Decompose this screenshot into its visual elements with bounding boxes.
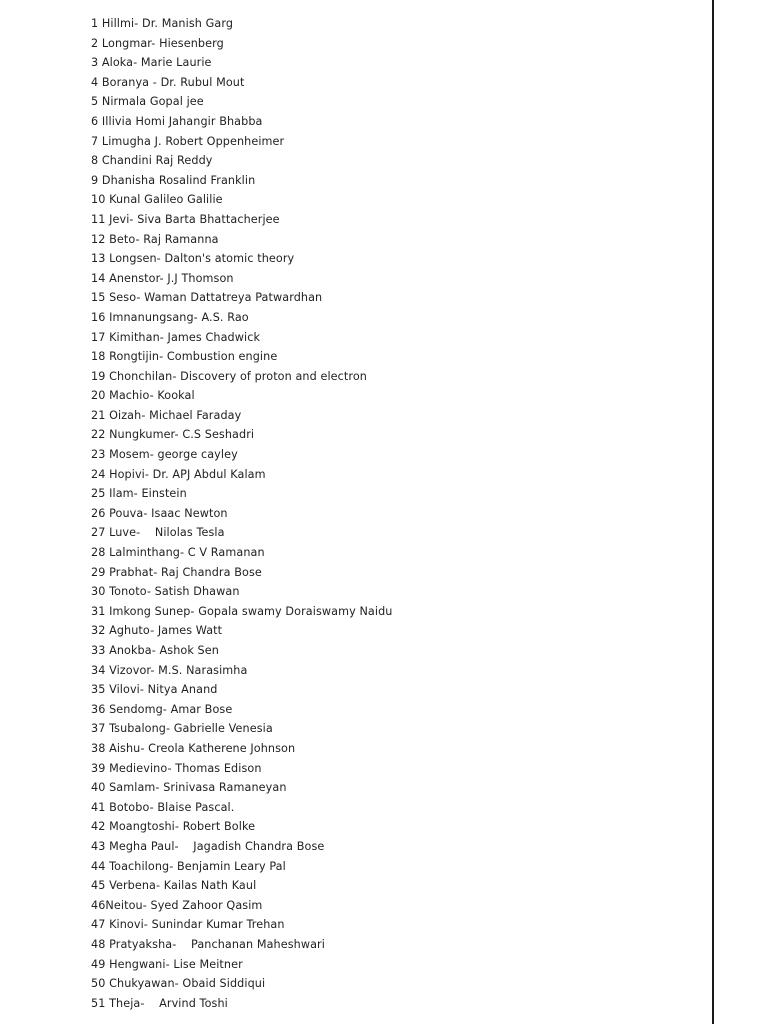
list-item: 4 Boranya - Dr. Rubul Mout xyxy=(91,75,245,89)
list-item: 23 Mosem- george cayley xyxy=(91,448,238,462)
list-item: 1 Hillmi- Dr. Manish Garg xyxy=(91,17,234,30)
list-item: 37 Tsubalong- Gabrielle Venesia xyxy=(91,722,273,736)
list-item: 20 Machio- Kookal xyxy=(91,389,195,403)
list-item: 7 Limugha J. Robert Oppenheimer xyxy=(91,134,285,148)
page-edge-divider xyxy=(712,0,714,1024)
list-item: 26 Pouva- Isaac Newton xyxy=(91,506,228,520)
list-item: 11 Jevi- Siva Barta Bhattacherjee xyxy=(91,212,280,226)
list-item: 3 Aloka- Marie Laurie xyxy=(91,56,212,70)
name-list xyxy=(91,14,392,1013)
list-item: 49 Hengwani- Lise Meitner xyxy=(91,957,243,971)
list-item: 16 Imnanungsang- A.S. Rao xyxy=(91,310,249,324)
list-item: 15 Seso- Waman Dattatreya Patwardhan xyxy=(91,291,323,305)
list-item: 27 Luve- Nilolas Tesla xyxy=(91,526,225,540)
list-item: 46Neitou- Syed Zahoor Qasim xyxy=(91,898,263,912)
list-item: 35 Vilovi- Nitya Anand xyxy=(91,683,218,697)
list-item: 47 Kinovi- Sunindar Kumar Trehan xyxy=(91,918,285,932)
list-item: 38 Aishu- Creola Katherene Johnson xyxy=(91,741,296,755)
list-item: 43 Megha Paul- Jagadish Chandra Bose xyxy=(91,839,325,853)
list-item: 48 Pratyaksha- Panchanan Maheshwari xyxy=(91,937,325,951)
list-item: 18 Rongtijin- Combustion engine xyxy=(91,350,278,364)
list-item: 2 Longmar- Hiesenberg xyxy=(91,36,224,50)
list-item: 30 Tonoto- Satish Dhawan xyxy=(91,585,240,599)
list-item: 22 Nungkumer- C.S Seshadri xyxy=(91,428,255,442)
list-item: 42 Moangtoshi- Robert Bolke xyxy=(91,820,256,834)
list-item: 12 Beto- Raj Ramanna xyxy=(91,232,219,246)
list-item: 28 Lalminthang- C V Ramanan xyxy=(91,546,265,560)
list-item: 9 Dhanisha Rosalind Franklin xyxy=(91,173,256,187)
list-item: 13 Longsen- Dalton's atomic theory xyxy=(91,252,295,266)
list-item: 24 Hopivi- Dr. APJ Abdul Kalam xyxy=(91,467,266,481)
list-item: 5 Nirmala Gopal jee xyxy=(91,95,204,109)
list-item: 50 Chukyawan- Obaid Siddiqui xyxy=(91,977,266,991)
list-item: 31 Imkong Sunep- Gopala swamy Doraiswamy Naidu xyxy=(91,604,393,618)
list-item: 8 Chandini Raj Reddy xyxy=(91,154,213,168)
list-item: 44 Toachilong- Benjamin Leary Pal xyxy=(91,859,286,873)
list-item: 36 Sendomg- Amar Bose xyxy=(91,702,233,716)
list-item: 29 Prabhat- Raj Chandra Bose xyxy=(91,565,262,579)
list-item: 40 Samlam- Srinivasa Ramaneyan xyxy=(91,781,287,795)
list-item: 19 Chonchilan- Discovery of proton and electron xyxy=(91,369,367,383)
list-item: 39 Medievino- Thomas Edison xyxy=(91,761,262,775)
list-item: 21 Oizah- Michael Faraday xyxy=(91,408,242,422)
list-item: 33 Anokba- Ashok Sen xyxy=(91,644,219,657)
list-item: 34 Vizovor- M.S. Narasimha xyxy=(91,663,248,677)
list-item: 41 Botobo- Blaise Pascal. xyxy=(91,800,235,814)
list-item: 51 Theja- Arvind Toshi xyxy=(91,996,228,1010)
list-item: 25 Ilam- Einstein xyxy=(91,487,187,501)
list-item: 6 Illivia Homi Jahangir Bhabba xyxy=(91,114,263,128)
list-item: 17 Kimithan- James Chadwick xyxy=(91,330,261,344)
list-item: 32 Aghuto- James Watt xyxy=(91,624,223,638)
list-item: 14 Anenstor- J.J Thomson xyxy=(91,271,234,285)
list-item: 45 Verbena- Kailas Nath Kaul xyxy=(91,879,257,893)
list-item: 10 Kunal Galileo Galilie xyxy=(91,193,223,207)
